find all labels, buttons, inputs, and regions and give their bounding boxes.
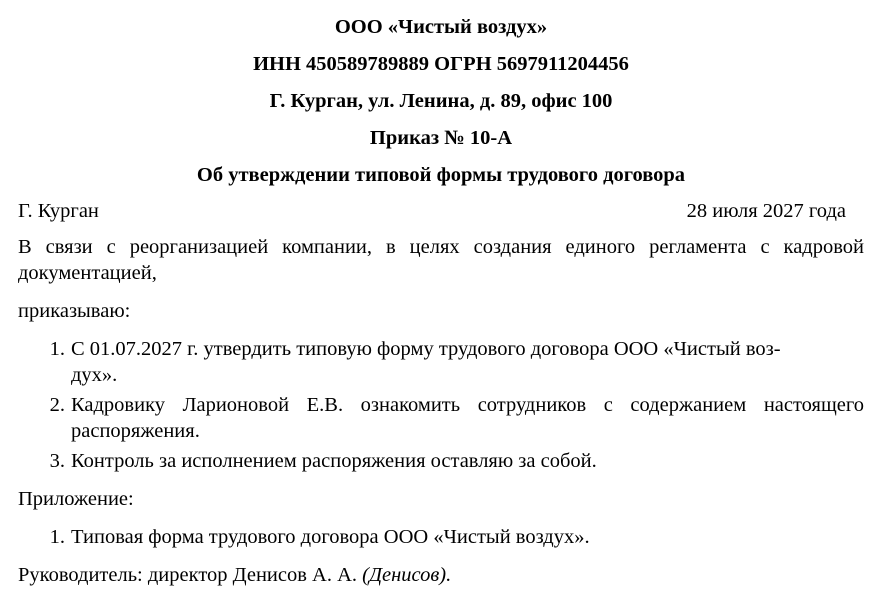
- signature-line: [18, 562, 864, 588]
- signature-name: (Денисов).: [362, 564, 452, 586]
- city: Г. Курган: [18, 200, 99, 222]
- item-number: 3.: [49, 450, 65, 472]
- company-address: Г. Курган, ул. Ленина, д. 89, офис 100: [269, 90, 613, 112]
- attachment-label: Приложение:: [18, 488, 134, 510]
- preamble: В связи с реорганизацией компании, в целях создания единого регламента с кадровой документацией,: [18, 236, 864, 284]
- place-date-row: [18, 198, 864, 224]
- item-number: 2.: [49, 394, 65, 416]
- item-number: 1.: [49, 526, 65, 548]
- signature-label: Руководитель: директор Денисов А. А.: [18, 564, 358, 586]
- company-ids: ИНН 450589789889 ОГРН 5697911204456: [253, 53, 629, 75]
- order-word: приказываю:: [18, 300, 131, 322]
- company-name: ООО «Чистый воздух»: [334, 16, 548, 38]
- list-item: [18, 524, 864, 550]
- order-subject: Об утверждении типовой формы трудового договора: [196, 164, 686, 186]
- order-items: [18, 336, 864, 474]
- list-item: [18, 448, 864, 474]
- attachment-items: [18, 524, 864, 550]
- item-text: Кадровику Ларионовой Е.В. ознакомить сотрудников с содержанием настоящего распоряжения.: [71, 394, 864, 442]
- order-title: Приказ № 10-А: [369, 127, 513, 149]
- list-item: [18, 392, 864, 444]
- item-text: С 01.07.2027 г. утвердить типовую форму трудового договора ООО «Чистый воз- дух».: [71, 338, 781, 386]
- item-number: 1.: [49, 338, 65, 360]
- item-text: Контроль за исполнением распоряжения оставляю за собой.: [71, 450, 597, 472]
- list-item: [18, 336, 864, 388]
- document-page: [18, 14, 864, 600]
- order-date: 28 июля 2027 года: [686, 200, 846, 222]
- item-text: Типовая форма трудового договора ООО «Чистый воздух».: [71, 526, 590, 548]
